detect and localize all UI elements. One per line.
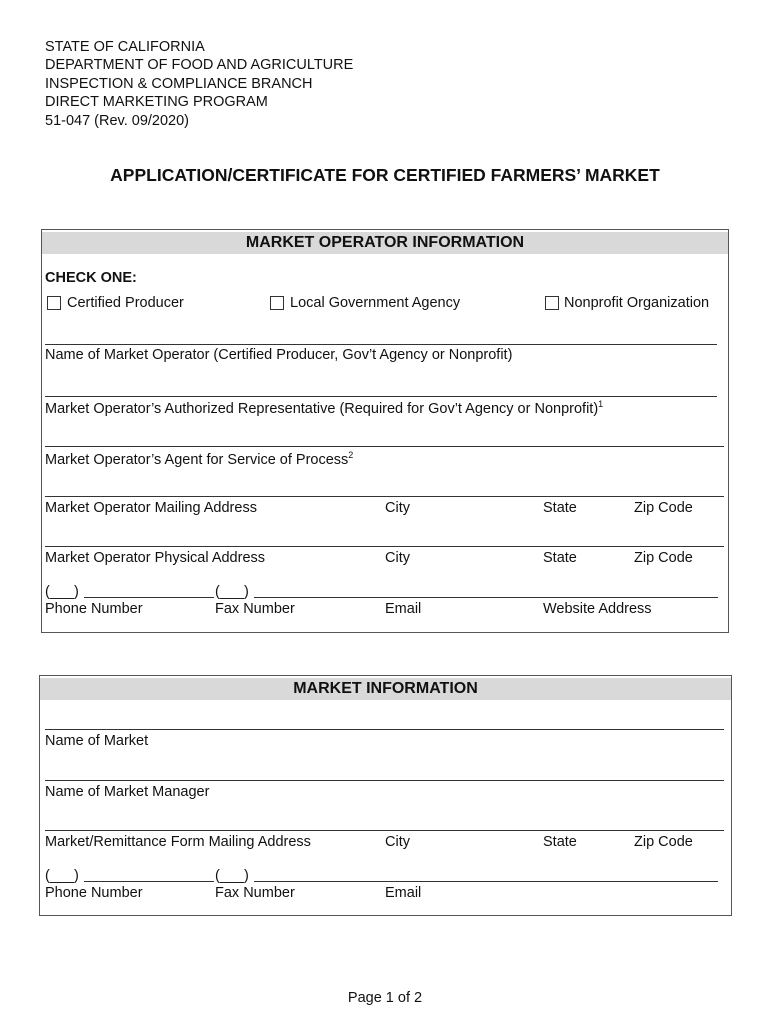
- check-one-label: CHECK ONE:: [45, 270, 137, 286]
- operator-physical-label: Market Operator Physical Address: [45, 550, 266, 566]
- market-fax-email-field[interactable]: [254, 881, 718, 882]
- footnote-ref: 2: [348, 450, 354, 460]
- operator-section: [41, 229, 729, 633]
- header-line: 51-047 (Rev. 09/2020): [45, 112, 190, 129]
- zip-label: Zip Code: [634, 550, 693, 566]
- operator-phone-field[interactable]: [84, 597, 214, 598]
- phone-area-code: (___): [45, 584, 79, 600]
- certified-producer-checkbox[interactable]: [47, 296, 61, 310]
- market-name-field[interactable]: [45, 729, 724, 730]
- operator-physical-field[interactable]: [45, 546, 724, 547]
- city-label: City: [385, 834, 410, 850]
- header-line: INSPECTION & COMPLIANCE BRANCH: [45, 75, 313, 92]
- agency-header: [45, 38, 353, 130]
- fax-label: Fax Number: [215, 601, 295, 617]
- phone-label: Phone Number: [45, 601, 143, 617]
- state-label: State: [543, 550, 577, 566]
- market-phone-field[interactable]: [84, 881, 214, 882]
- header-line: DEPARTMENT OF FOOD AND AGRICULTURE: [45, 57, 354, 74]
- header-line: DIRECT MARKETING PROGRAM: [45, 94, 268, 111]
- operator-mailing-field[interactable]: [45, 496, 724, 497]
- page-number: Page 1 of 2: [347, 990, 423, 1006]
- market-name-label: Name of Market: [45, 733, 149, 749]
- agent-service-field[interactable]: [45, 446, 724, 447]
- authorized-rep-field[interactable]: [45, 396, 717, 397]
- operator-fax-email-web-field[interactable]: [254, 597, 718, 598]
- operator-name-field[interactable]: [45, 344, 717, 345]
- header-line: STATE OF CALIFORNIA: [45, 39, 205, 55]
- operator-mailing-label: Market Operator Mailing Address: [45, 500, 257, 516]
- state-label: State: [543, 500, 577, 516]
- fax-label: Fax Number: [215, 885, 295, 901]
- authorized-rep-text: Market Operator’s Authorized Representative (Required for Gov’t Agency or Nonprofit): [45, 400, 599, 417]
- fax-area-code: (___): [215, 868, 249, 884]
- phone-label: Phone Number: [45, 885, 143, 901]
- nonprofit-checkbox[interactable]: [545, 296, 559, 310]
- agent-service-text: Market Operator’s Agent for Service of Process: [45, 451, 349, 468]
- state-label: State: [543, 834, 577, 850]
- local-government-checkbox[interactable]: [270, 296, 284, 310]
- form-title: APPLICATION/CERTIFICATE FOR CERTIFIED FARMERS’ MARKET: [110, 165, 660, 185]
- market-heading: MARKET INFORMATION: [40, 678, 731, 700]
- certified-producer-label: Certified Producer: [67, 295, 184, 311]
- website-label: Website Address: [543, 601, 652, 617]
- fax-area-code: (___): [215, 584, 249, 600]
- phone-area-code: (___): [45, 868, 79, 884]
- zip-label: Zip Code: [634, 834, 693, 850]
- footnote-ref: 1: [598, 399, 604, 409]
- city-label: City: [385, 500, 410, 516]
- market-mailing-field[interactable]: [45, 830, 724, 831]
- market-mailing-label: Market/Remittance Form Mailing Address: [45, 834, 311, 850]
- local-government-label: Local Government Agency: [290, 295, 461, 311]
- market-manager-field[interactable]: [45, 780, 724, 781]
- market-manager-label: Name of Market Manager: [45, 784, 210, 800]
- email-label: Email: [385, 601, 422, 617]
- nonprofit-label: Nonprofit Organization: [564, 295, 710, 311]
- city-label: City: [385, 550, 410, 566]
- zip-label: Zip Code: [634, 500, 693, 516]
- operator-name-label: Name of Market Operator (Certified Producer, Gov’t Agency or Nonprofit): [45, 347, 513, 363]
- operator-heading: MARKET OPERATOR INFORMATION: [42, 232, 728, 254]
- email-label: Email: [385, 885, 422, 901]
- authorized-rep-label: [45, 399, 603, 417]
- agent-service-label: [45, 450, 353, 468]
